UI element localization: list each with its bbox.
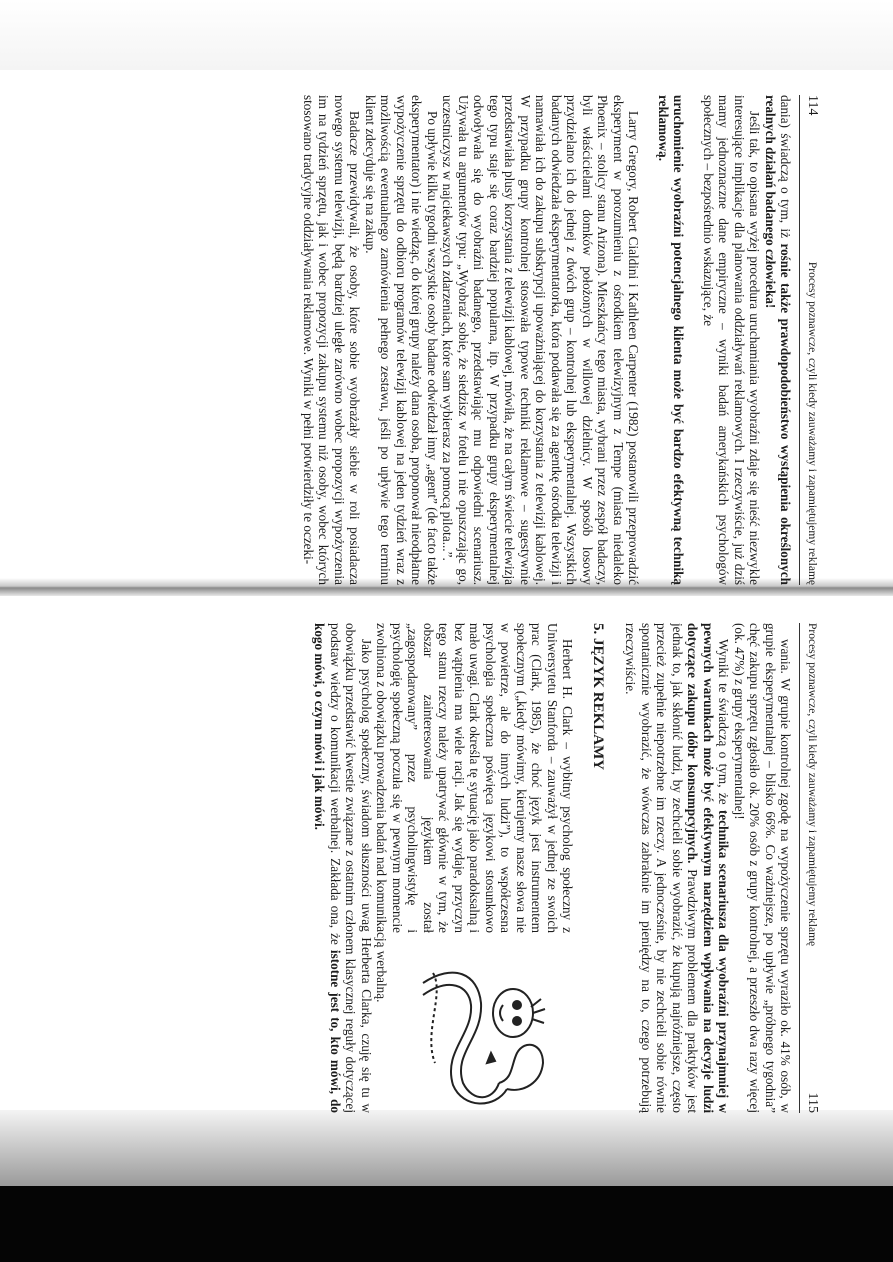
right-paragraph-2 xyxy=(623,623,732,1113)
left-paragraph-2: Jeśli tak, to opisana wyżej procedura uruchamiania wyobraźni zdaje się nieść niezwykle interesujące implikacje dla planowania oddziaływań reklamowych. I rzeczywiście, już dziś mamy jednoznaczne dane empiryczne – wyniki badań amerykańskich psychologów społecznych – bezpośrednio wskazujące, że xyxy=(701,95,763,585)
left-page xyxy=(40,95,820,585)
right-paragraph-3: Herbert H. Clark – wybitny psycholog społeczny z Uniwersytetu Stanforda – zauważył w jednej ze swoich prac (Clark, 1985), że choć język jest instrumentem społecznym („kiedy mówimy, kierujemy nasze słowa nie w powietrze, ale do innych ludzi”), to współczesna psychologia społeczna poświęca językowi stosunkowo mało uwagi. Clark określa tę sytuację jako paradoksalną i bez wątpienia ma wiele racji. Jak się wydaje, przyczyn tego stanu rzeczy należy upatrywać głównie w tym, że obszar zainteresowania językiem został „zagospodarowany” przez psycholingwistykę i psychologię społeczną poczuła się w pewnym momencie zwolniona z obowiązku prowadzenia badań nad komunikacją werbalną. xyxy=(374,623,576,1003)
cartoon-snake-illustration xyxy=(404,943,574,1113)
right-paragraph-2-text: Wyniki te świadczą o tym, że xyxy=(716,639,732,810)
right-paragraph-4 xyxy=(312,623,374,1113)
section-body xyxy=(312,623,576,1113)
scan-bottom-band xyxy=(0,1186,893,1262)
book-spread xyxy=(40,95,820,1135)
right-page xyxy=(40,623,820,1113)
section-title: 5. JĘZYK REKLAMY xyxy=(590,623,606,771)
left-paragraph-1 xyxy=(763,95,794,585)
left-paragraph-3: Larry Gregory, Robert Cialdini i Kathleen Carpenter (1982) postanowili przeprowadzić eksperyment w porozumieniu z ośrodkiem telewizyjnym z Tempe (miasta niedaleko Phoenix – stolicy stanu Arizona). Mieszkańcy tego miasta, wybrani przez zespół badaczy, byli właścicielami domków położonych w willowej dzielnicy. W sposób losowy przydzielano ich do jednej z dwóch grup – kontrolnej lub eksperymentalnej. Wszystkich badanych odwiedzała eksperymentatorka, która podawała się za agentkę ośrodka telewizji i namawiała ich do zakupu subskrypcji upoważniającej do korzystania z telewizji kablowej. W przypadku grupy kontrolnej stosowała typowe techniki reklamowe – sugestywnie przedstawiała plusy korzystania z telewizji kablowej, mówiła, że na całym świecie telewizja tego typu staje się coraz bardziej popularna, itp. W przypadku grupy eksperymentalnej odwoływała się do wyobraźni badanego, przedstawiając mu odpowiedni scenariusz. Używała tu argumentów typu: „Wyobraź sobie, że siedzisz w fotelu i nie opuszczając go, uczestniczysz w najciekawszych zdarzeniach, które sam wybierasz za pomocą pilota...”. xyxy=(440,95,642,585)
right-paragraph-1: wania. W grupie kontrolnej zgodę na wypożyczenie sprzętu wyraziło ok. 41% osób, w grupie eksperymentalnej – blisko 66%. Co ważniejsze, po upływie „próbnego tygodnia” chęć zakupu sprzętu zgłosiło ok. 20% osób z grupy kontrolnej, a przeszło dwa razy więcej (ok. 47%) z grupy eksperymentalnej! xyxy=(732,623,794,1113)
left-paragraph-4: Po upływie kilku tygodni wszystkie osoby badane odwiedzał inny „agent” (de facto także eksperymentator) i nie wiedząc, do której grupy należy dana osoba, proponował nieodpłatne wypożyczenie sprzętu do odbioru programów telewizji kablowej na jeden tydzień wraz z możliwością ewentualnego zamówienia pełnego zestawu, jeśli po upływie tego terminu klient zdecyduje się na zakup. xyxy=(363,95,440,585)
right-paragraph-4-bold: istotne jest to, kto mówi, do kogo mówi, o czym mówi i jak mówi. xyxy=(312,623,343,1113)
left-page-number: 114 xyxy=(805,95,820,116)
left-bold-lead: uruchomienie wyobraźni potencjalnego klienta może być bardzo efektywną techniką reklamową. xyxy=(656,95,687,585)
right-paragraph-2-bold: technika scenariusza dla wyobraźni przynajmniej w pewnych warunkach może być efektywnym narzędziem wpływania na decyzje ludzi dotyczące zakupu dóbr konsumpcyjnych. xyxy=(685,623,732,1113)
right-page-number: 115 xyxy=(805,1092,820,1113)
right-paragraph-4-text: Jako psycholog społeczny, świadom słuszności uwag Herberta Clarka, czuję się tu w obowiązku przedstawić kwestie związane z ostatnim członem klasycznej reguły dotyczącej podstaw wiedzy o komunikacji werbalnej. Zakłada ona, że xyxy=(328,623,374,1113)
right-paragraph-2-tail: Prawdziwym problemem dla praktyków jest jednak to, jak skłonić ludzi, by zechcieli sobie wyobrazić, że kupują najróżniejsze, często przecież zupełnie niepotrzebne im rzeczy. A jednocześnie, by nie zechcieli sobie równie spontanicznie wyobrazić, że wówczas zabraknie im pieniędzy na to, czego potrzebują rzeczywiście. xyxy=(623,623,701,1113)
right-running-header xyxy=(800,623,821,1113)
left-running-head-text: Procesy poznawcze, czyli kiedy zauważamy i zapamiętujemy reklamę xyxy=(806,261,818,585)
left-paragraph-1-text: dania) świadczą o tym, iż xyxy=(778,95,794,244)
left-paragraph-1-bold: rośnie także prawdopodobieństwo wystąpienia określonych realnych działań badanego człowieka! xyxy=(763,95,794,585)
left-running-header xyxy=(800,95,821,585)
right-running-head-text: Procesy poznawcze, czyli kiedy zauważamy i zapamiętujemy reklamę xyxy=(806,623,818,947)
left-paragraph-5: Badacze przewidywali, że osoby, które sobie wyobrażały siebie w roli posiadacza nowego systemu telewizji, będą bardziej uległe zarówno wobec propozycji wypożyczenia im na tydzień sprzętu, jak i wobec propozycji zakupu systemu niż osoby, wobec których stosowano tradycyjne oddziaływania reklamowe. Wyniki w pełni potwierdziły te oczeki- xyxy=(301,95,363,585)
scan-top-shadow xyxy=(0,0,893,70)
